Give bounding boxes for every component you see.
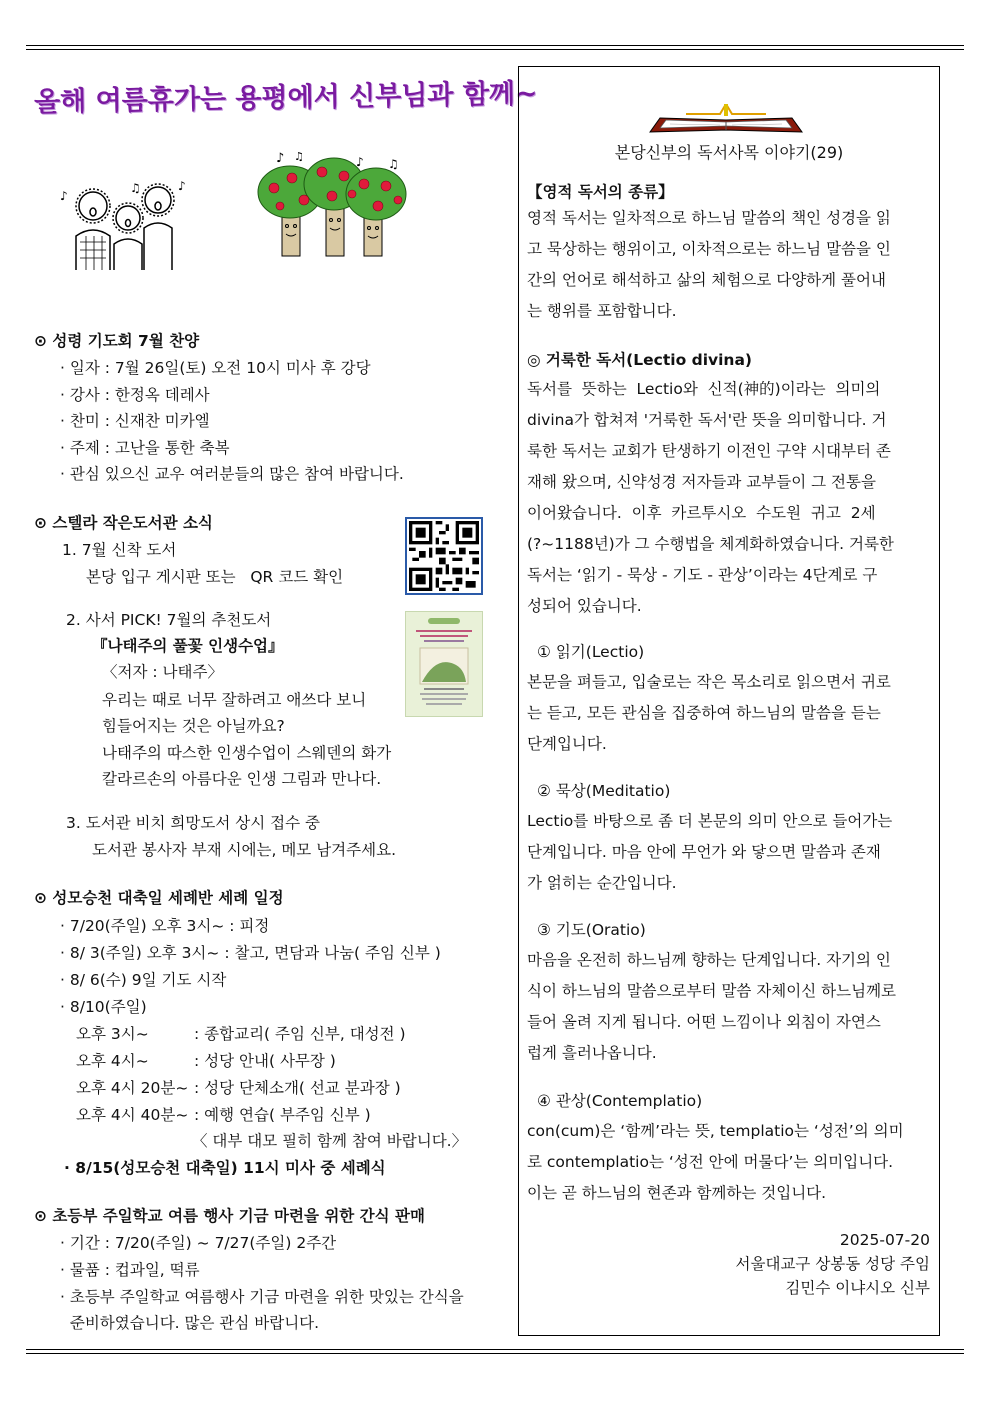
schedule-desc-2: : 성당 안내( 사무장 ): [194, 1052, 336, 1070]
p6-line-3: 이는 곧 하느님의 현존과 함께하는 것입니다.: [527, 1184, 827, 1202]
p4-line-1: Lectio를 바탕으로 좀 더 본문의 의미 안으로 들어가는: [527, 812, 893, 830]
prayer-line-2: · 강사 : 한정옥 데레사: [60, 386, 210, 404]
p2-line-3: 룩한 독서는 교회가 탄생하기 이전인 구약 시대부터 존: [527, 442, 891, 460]
paragraph-1: [527, 203, 931, 327]
paragraph-5: [527, 945, 931, 1069]
recommended-book-title: 『나태주의 풀꽃 인생수업』: [92, 637, 284, 655]
library-item3-text: 도서관 봉사자 부재 시에는, 메모 남겨주세요.: [92, 841, 397, 859]
p2-line-6: (?~1188년)가 그 수행법을 체계화하였습니다. 거룩한: [527, 535, 894, 553]
book-cover-art: [406, 612, 482, 716]
baptism-line-3: · 8/ 6(수) 9일 기도 시작: [60, 971, 227, 989]
snack-line-2: · 물품 : 컵과일, 떡류: [60, 1261, 200, 1279]
baptism-ceremony: · 8/15(성모승천 대축일) 11시 미사 중 세례식: [64, 1159, 386, 1177]
singer-head-3: [145, 187, 171, 213]
snack-sale-heading: ⊙ 초등부 주일학교 여름 행사 기금 마련을 위한 간식 판매: [34, 1207, 425, 1225]
schedule-desc-3: : 성당 단체소개( 선교 분과장 ): [194, 1079, 401, 1097]
p4-line-2: 단계입니다. 마음 안에 무언가 와 닿으면 말씀과 존재: [527, 843, 881, 861]
p2-line-2: divina가 합쳐져 '거룩한 독서'란 뜻을 의미합니다. 거: [527, 411, 887, 429]
p2-line-5: 이어왔습니다. 이후 카르투시오 수도원 귀고 2세: [527, 504, 876, 522]
baptism-line-2: · 8/ 3(주일) 오후 3시~ : 찰고, 면담과 나눔( 주임 신부 ): [60, 944, 441, 962]
vacation-title: 올해 여름휴가는 용평에서 신부님과 함께~: [33, 78, 538, 118]
qr-pattern: [409, 521, 479, 591]
p1-line-4: 는 행위를 포함합니다.: [527, 302, 677, 320]
issue-date: 2025-07-20: [839, 1231, 930, 1249]
schedule-time-3: 오후 4시 20분~: [76, 1079, 189, 1097]
baptism-line-1: · 7/20(주일) 오후 3시~ : 피정: [60, 917, 270, 935]
p3-line-1: 본문을 펴들고, 입술로는 작은 목소리로 읽으면서 귀로: [527, 673, 891, 691]
prayer-line-3: · 찬미 : 신재찬 미카엘: [60, 412, 210, 430]
p5-line-3: 들어 올려 지게 됩니다. 어떤 느낌이나 외침이 자연스: [527, 1013, 881, 1031]
p2-line-7: 독서는 ‘읽기 - 묵상 - 기도 - 관상’이라는 4단계로 구: [527, 566, 878, 584]
p3-line-2: 는 듣고, 모든 관심을 집중하여 하느님의 말씀을 듣는: [527, 704, 881, 722]
library-item1-title: 1. 7월 신착 도서: [62, 541, 177, 559]
library-item3-title: 3. 도서관 비치 희망도서 상시 접수 중: [66, 814, 320, 832]
step-contemplation-heading: ④ 관상(Contemplatio): [537, 1092, 703, 1110]
p1-line-2: 고 묵상하는 행위이고, 이차적으로는 하느님 말씀을 인: [527, 240, 891, 258]
step-meditation-heading: ② 묵상(Meditatio): [537, 782, 671, 800]
snack-line-4: 준비하였습니다. 많은 관심 바랍니다.: [60, 1314, 320, 1332]
p6-line-2: 로 contemplatio는 ‘성전 안에 머물다’는 의미입니다.: [527, 1153, 894, 1171]
music-note-5: ♫: [294, 150, 304, 163]
open-bible-icon: [646, 104, 806, 136]
top-rule-1: [26, 45, 964, 46]
schedule-desc-1: : 종합교리( 주임 신부, 대성전 ): [194, 1025, 406, 1043]
godparents-note: 〈 대부 대모 필히 함께 참여 바랍니다.〉: [192, 1132, 468, 1150]
book-desc-1: 우리는 때로 너무 잘하려고 애쓰다 보니: [102, 691, 367, 709]
book-desc-2: 힘들어지는 것은 아닐까요?: [102, 717, 285, 735]
music-note-4: ♪: [276, 151, 285, 166]
p2-line-1: 독서를 뜻하는 Lectio와 신적(神的)이라는 의미의: [527, 380, 881, 398]
schedule-desc-4: : 예행 연습( 부주임 신부 ): [194, 1106, 371, 1124]
p2-line-8: 성되어 있습니다.: [527, 597, 642, 615]
spiritual-reading-heading: 【영적 독서의 종류】: [527, 183, 674, 201]
p2-line-4: 재해 왔으며, 신약성경 저자들과 교부들이 그 전통을: [527, 473, 876, 491]
paragraph-2: [527, 374, 931, 622]
book-cover-image: [405, 611, 483, 717]
library-item2-title: 2. 사서 PICK! 7월의 추천도서: [66, 611, 272, 629]
music-note-7: ♫: [388, 157, 399, 171]
prayer-meeting-heading: ⊙ 성령 기도회 7월 찬양: [34, 332, 200, 350]
qr-code[interactable]: [405, 517, 483, 595]
snack-line-3: · 초등부 주일학교 여름행사 기금 마련을 위한 맛있는 간식을: [60, 1288, 464, 1306]
library-item1-text: 본당 입구 게시판 또는 QR 코드 확인: [86, 568, 344, 586]
reading-story-title: 본당신부의 독서사목 이야기(29): [614, 143, 844, 162]
schedule-time-4: 오후 4시 40분~: [76, 1106, 189, 1124]
book-desc-3: 나태주의 따스한 인생수업이 스웨덴의 화가: [102, 744, 392, 762]
paragraph-4: [527, 806, 931, 899]
p4-line-3: 가 얽히는 순간입니다.: [527, 874, 677, 892]
prayer-line-1: · 일자 : 7월 26일(토) 오전 10시 미사 후 강당: [60, 359, 371, 377]
music-note-6: ♪: [356, 155, 364, 169]
apple-trees-illustration: [252, 148, 412, 260]
singer-body-3: [144, 223, 172, 270]
bottom-rule-2: [26, 1353, 964, 1354]
paragraph-6: [527, 1116, 931, 1209]
singer-hair-1: [76, 189, 110, 223]
p5-line-4: 럽게 흘러나옵니다.: [527, 1044, 657, 1062]
p5-line-1: 마음을 온전히 하느님께 향하는 단계입니다. 자기의 인: [527, 951, 891, 969]
singer-body-2: [114, 239, 142, 270]
book-desc-4: 칼라르손의 아름다운 인생 그림과 만나다.: [102, 770, 382, 788]
step-reading-heading: ① 읽기(Lectio): [537, 643, 645, 661]
top-rule-2: [26, 49, 964, 50]
music-note-2: ♫: [130, 181, 141, 195]
step-prayer-heading: ③ 기도(Oratio): [537, 921, 646, 939]
music-note-3: ♪: [178, 179, 186, 193]
snack-line-1: · 기간 : 7/20(주일) ~ 7/27(주일) 2주간: [60, 1234, 337, 1252]
singer-hair-2: [113, 203, 143, 233]
recommended-book-author: 〈저자 : 나태주〉: [102, 663, 223, 681]
library-heading: ⊙ 스텔라 작은도서관 소식: [34, 514, 213, 532]
p1-line-3: 간의 언어로 해석하고 삶의 체험으로 다양하게 풀어내: [527, 271, 886, 289]
prayer-line-4: · 주제 : 고난을 통한 축복: [60, 439, 230, 457]
paragraph-3: [527, 667, 931, 760]
baptism-heading: ⊙ 성모승천 대축일 세례반 세례 일정: [34, 889, 284, 907]
music-note-1: ♪: [60, 189, 68, 203]
p5-line-2: 식이 하느님의 말씀으로부터 말씀 자체이신 하느님께로: [527, 982, 897, 1000]
signature-parish: 서울대교구 상봉동 성당 주임: [735, 1255, 930, 1273]
prayer-line-5: · 관심 있으신 교우 여러분들의 많은 참여 바랍니다.: [60, 465, 404, 483]
singer-hair-3: [142, 184, 174, 216]
schedule-time-1: 오후 3시~: [76, 1025, 149, 1043]
schedule-time-2: 오후 4시~: [76, 1052, 149, 1070]
singing-people-illustration: [58, 178, 198, 270]
signature-priest: 김민수 이냐시오 신부: [785, 1279, 930, 1297]
p1-line-1: 영적 독서는 일차적으로 하느님 말씀의 책인 성경을 읽: [527, 209, 891, 227]
baptism-line-4: · 8/10(주일): [60, 998, 147, 1016]
bottom-rule-1: [26, 1349, 964, 1350]
lectio-divina-heading: ◎ 거룩한 독서(Lectio divina): [527, 351, 753, 369]
p6-line-1: con(cum)은 ‘함께’라는 뜻, templatio는 ‘성전’의 의미: [527, 1122, 904, 1140]
p3-line-3: 단계입니다.: [527, 735, 607, 753]
